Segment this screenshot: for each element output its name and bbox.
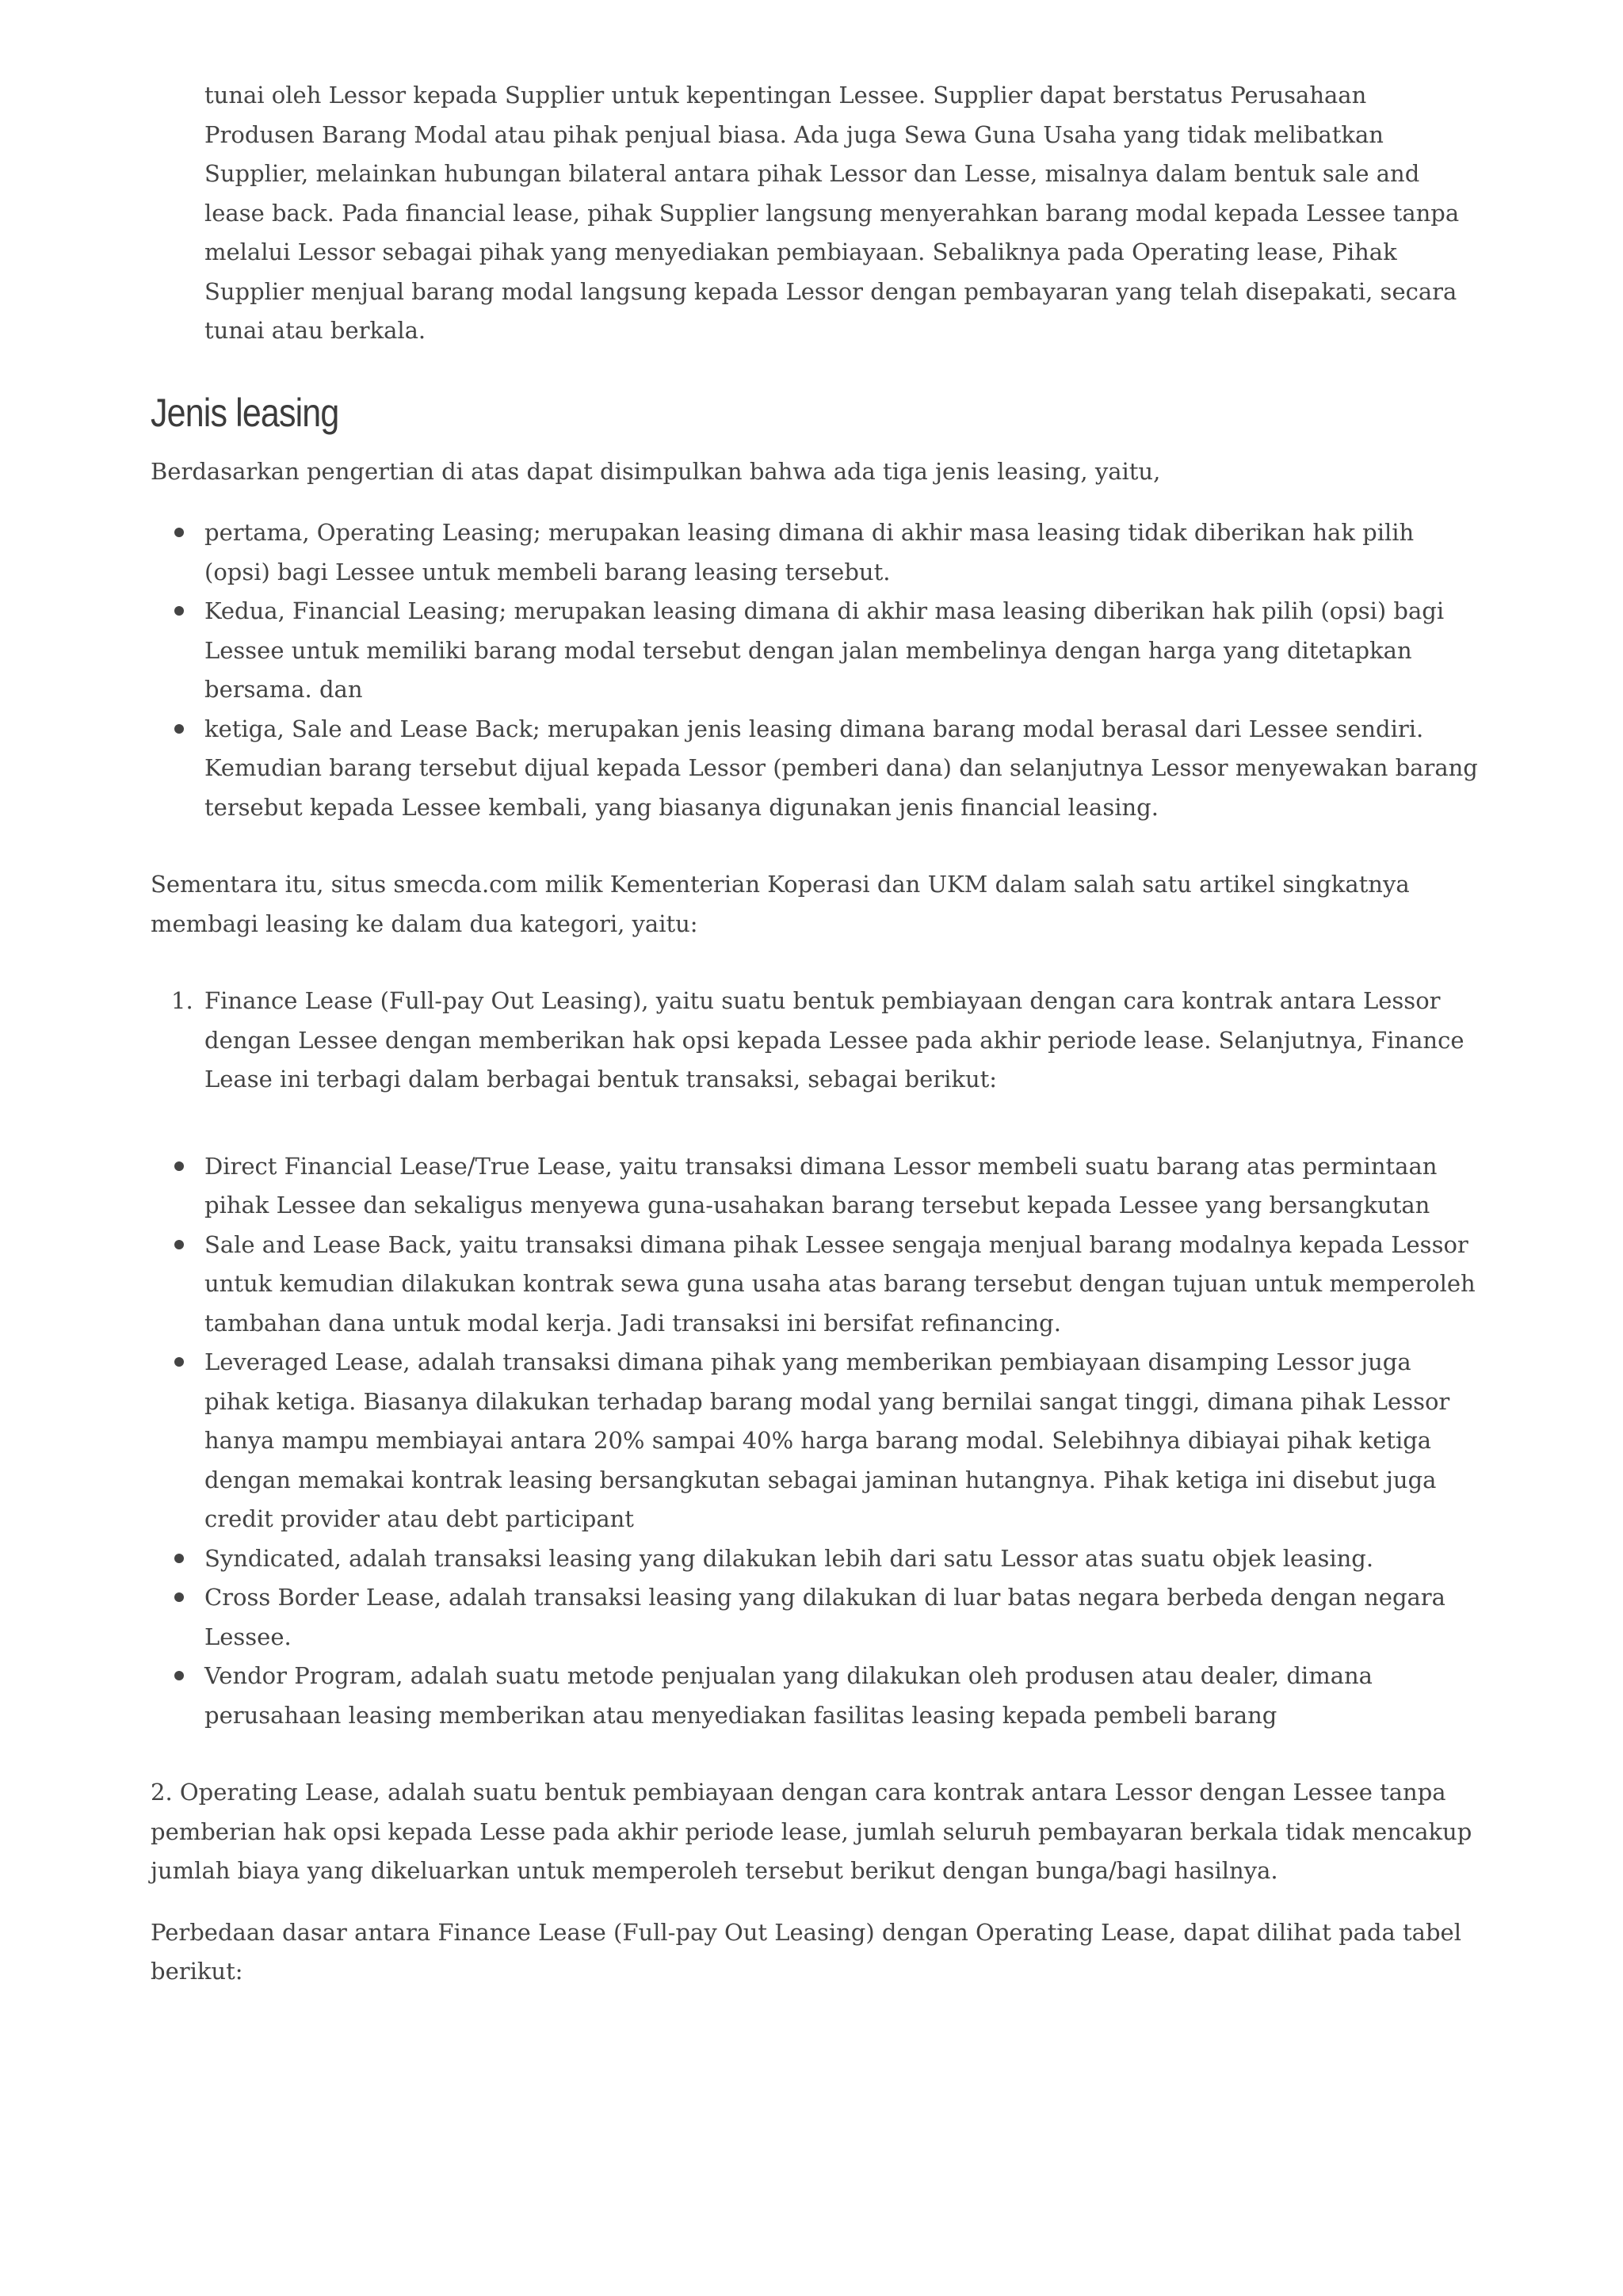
list-item: ketiga, Sale and Lease Back; merupakan jenis leasing dimana barang modal berasal dari Lessee sendiri. Kemudian barang tersebut dijual kepada Lessor (pemberi dana) dan selanjutnya Lessor menyewakan barang tersebut kepada Lessee kembali, yang biasanya digunakan jenis financial leasing. [151,710,1482,828]
smecda-paragraph: Sementara itu, situs smecda.com milik Kementerian Koperasi dan UKM dalam salah satu artikel singkatnya membagi leasing ke dalam dua kategori, yaitu: [151,871,1410,937]
intro-paragraph: tunai oleh Lessor kepada Supplier untuk kepentingan Lessee. Supplier dapat berstatus Perusahaan Produsen Barang Modal atau pihak penjual biasa. Ada juga Sewa Guna Usaha yang tidak melibatkan Supplier, melainkan hubungan bilateral antara pihak Lessor dan Lesse, misalnya dalam bentuk sale and lease back. Pada financial lease, pihak Supplier langsung menyerahkan barang modal kepada Lessee tanpa melalui Lessor sebagai pihak yang menyediakan pembiayaan. Sebaliknya pada Operating lease, Pihak Supplier menjual barang modal langsung kepada Lessor dengan pembayaran yang telah disepakati, secara tunai atau berkala. [204,82,1460,344]
list-item: Leveraged Lease, adalah transaksi dimana pihak yang memberikan pembiayaan disamping Lessor juga pihak ketiga. Biasanya dilakukan terhadap barang modal yang bernilai sangat tinggi, dimana pihak Lessor hanya mampu membiayai antara 20% sampai 40% harga barang modal. Selebihnya dibiayai pihak ketiga dengan memakai kontrak leasing bersangkutan sebagai jaminan hutangnya. Pihak ketiga ini disebut juga credit provider atau debt participant [151,1343,1482,1539]
article-content [151,76,1482,1992]
list-item: Kedua, Financial Leasing; merupakan leasing dimana di akhir masa leasing diberikan hak pilih (opsi) bagi Lessee untuk memiliki barang modal tersebut dengan jalan membelinya dengan harga yang ditetapkan bersama. dan [151,592,1482,710]
categories-ordered-list [151,982,1482,1100]
operating-lease-paragraph: 2. Operating Lease, adalah suatu bentuk pembiayaan dengan cara kontrak antara Lessor dengan Lessee tanpa pemberian hak opsi kepada Lesse pada akhir periode lease, jumlah seluruh pembayaran berkala tidak mencakup jumlah biaya yang dikeluarkan untuk memperoleh tersebut berikut dengan bunga/bagi hasilnya. [151,1779,1472,1884]
list-item: Sale and Lease Back, yaitu transaksi dimana pihak Lessee sengaja menjual barang modalnya kepada Lessor untuk kemudian dilakukan kontrak sewa guna usaha atas barang tersebut dengan tujuan untuk memperoleh tambahan dana untuk modal kerja. Jadi transaksi ini bersifat refinancing. [151,1226,1482,1344]
difference-paragraph: Perbedaan dasar antara Finance Lease (Full-pay Out Leasing) dengan Operating Lease, dapat dilihat pada tabel berikut: [151,1918,1461,1985]
section-heading: Jenis leasing [151,390,339,435]
list-item: pertama, Operating Leasing; merupakan leasing dimana di akhir masa leasing tidak diberikan hak pilih (opsi) bagi Lessee untuk membeli barang leasing tersebut. [151,513,1482,592]
list-item: Syndicated, adalah transaksi leasing yang dilakukan lebih dari satu Lessor atas suatu objek leasing. [151,1539,1482,1579]
list-item: Cross Border Lease, adalah transaksi leasing yang dilakukan di luar batas negara berbeda dengan negara Lessee. [151,1578,1482,1657]
finance-lease-forms-list [151,1147,1482,1736]
section-intro-paragraph: Berdasarkan pengertian di atas dapat disimpulkan bahwa ada tiga jenis leasing, yaitu, [151,457,1161,485]
list-item [151,982,1482,1100]
list-item: Direct Financial Lease/True Lease, yaitu transaksi dimana Lessor membeli suatu barang atas permintaan pihak Lessee dan sekaligus menyewa guna-usahakan barang tersebut kepada Lessee yang bersangkutan [151,1147,1482,1226]
list-item: Vendor Program, adalah suatu metode penjualan yang dilakukan oleh produsen atau dealer, dimana perusahaan leasing memberikan atau menyediakan fasilitas leasing kepada pembeli barang [151,1657,1482,1735]
list-item-text: Finance Lease (Full-pay Out Leasing), yaitu suatu bentuk pembiayaan dengan cara kontrak antara Lessor dengan Lessee dengan memberikan hak opsi kepada Lessee pada akhir periode lease. Selanjutnya, Finance Lease ini terbagi dalam berbagai bentuk transaksi, sebagai berikut: [204,987,1465,1093]
list-number: 1. [171,987,193,1014]
leasing-types-list [151,513,1482,827]
